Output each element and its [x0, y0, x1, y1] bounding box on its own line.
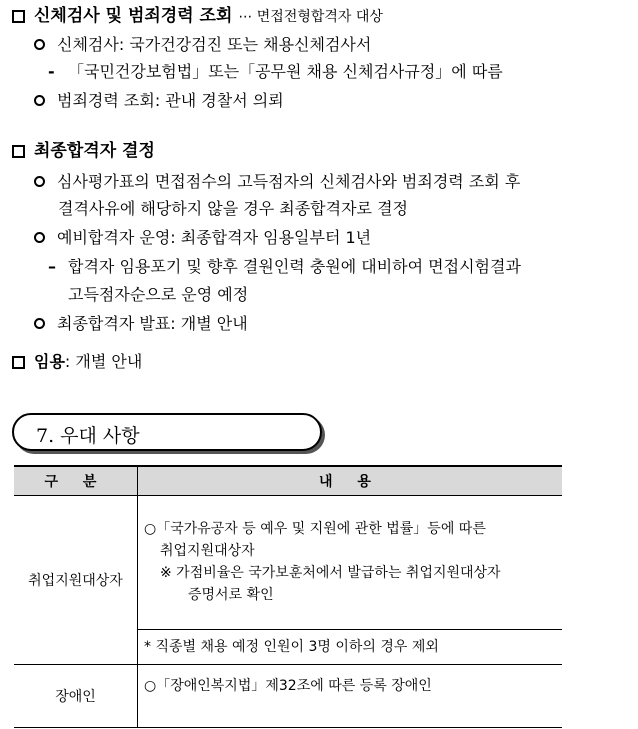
content-note-line: 증명서로 확인	[188, 587, 274, 604]
section-heading-appointment	[12, 351, 142, 373]
row-category: 취업지원대상자	[14, 496, 138, 665]
section-title: 신체검사 및 범죄경력 조회	[34, 6, 233, 26]
row-footnote	[138, 629, 563, 664]
dash-bullet-icon: -	[48, 62, 55, 81]
table-header-row	[14, 466, 562, 496]
sub-list-item	[48, 61, 503, 83]
list-item-text: 최종합격자 발표: 개별 안내	[57, 314, 248, 333]
section-heading-preference	[12, 413, 322, 451]
column-header-category: 구 분	[14, 466, 138, 496]
section-title: 임용	[34, 352, 65, 371]
list-item-text: 범죄경력 조회: 관내 경찰서 의뢰	[57, 91, 284, 110]
list-item-text: 신체검사: 국가건강검진 또는 채용신체검사서	[57, 35, 372, 54]
row-content	[138, 496, 563, 630]
circle-bullet-icon	[34, 232, 45, 243]
content-line: ○「장애인복지법」제32조에 따른 등록 장애인	[144, 678, 432, 694]
circle-bullet-icon	[34, 95, 45, 106]
content-line: ○「국가유공자 등 예우 및 지원에 관한 법률」등에 따른	[144, 521, 486, 538]
sub-list-item-continuation: 고득점자순으로 운영 예정	[68, 285, 249, 304]
table-row	[14, 496, 562, 630]
list-item	[34, 171, 520, 193]
row-content	[138, 665, 563, 728]
column-header-content: 내 용	[138, 466, 563, 496]
content-line: 취업지원대상자	[160, 543, 255, 560]
list-item	[34, 90, 284, 112]
circle-bullet-icon	[34, 318, 45, 329]
section-heading-final-pass	[12, 140, 155, 162]
checkbox-square-icon	[12, 145, 25, 158]
checkbox-square-icon	[12, 356, 25, 369]
dash-bullet-icon: –	[48, 257, 56, 276]
table-row	[14, 665, 562, 728]
sub-list-item	[48, 256, 521, 278]
list-item-continuation: 결격사유에 해당하지 않을 경우 최종합격자로 결정	[58, 199, 409, 218]
section-title: 최종합격자 결정	[34, 141, 155, 161]
list-item	[34, 34, 371, 56]
list-item	[34, 313, 248, 335]
sub-list-item-text: 「국민건강보험법」또는「공무원 채용 신체검사규정」에 따름	[68, 62, 503, 81]
section-title-rest: : 개별 안내	[64, 352, 143, 371]
preference-table	[14, 465, 562, 728]
content-note-line: ※ 가점비율은 국가보훈처에서 발급하는 취업지원대상자	[160, 565, 501, 582]
footnote-text: * 직종별 채용 예정 인원이 3명 이하의 경우 제외	[144, 638, 439, 655]
section-note: ⋯ 면접전형합격자 대상	[238, 9, 383, 25]
sub-list-item-text: 합격자 임용포기 및 향후 결원인력 충원에 대비하여 면접시험결과	[68, 257, 521, 276]
list-item	[34, 227, 371, 249]
list-item-text: 예비합격자 운영: 최종합격자 임용일부터 1년	[57, 228, 372, 247]
row-category: 장애인	[14, 665, 138, 728]
checkbox-square-icon	[12, 10, 25, 23]
circle-bullet-icon	[34, 39, 45, 50]
section-heading-physical-exam	[12, 5, 383, 28]
list-item-text: 심사평가표의 면접점수의 고득점자의 신체검사와 범죄경력 조회 후	[57, 172, 521, 191]
circle-bullet-icon	[34, 176, 45, 187]
section-heading-text: 7. 우대 사항	[36, 425, 140, 447]
